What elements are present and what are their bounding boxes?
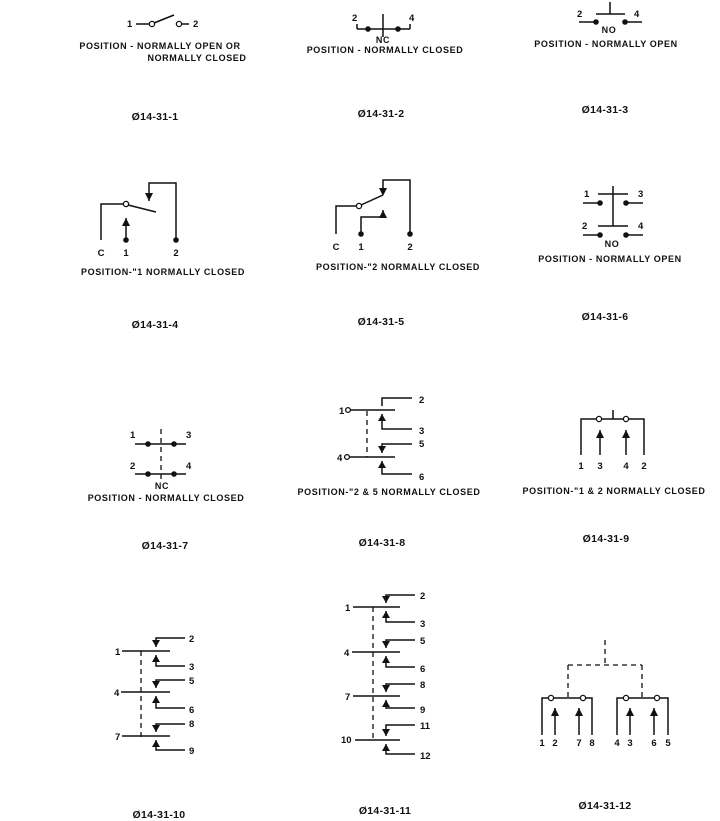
- d12-right-arrow-3: [626, 708, 634, 716]
- d12-left-lead-1: [542, 698, 550, 735]
- d10-arrow-8: [152, 725, 160, 732]
- d6-pin-4: 4: [638, 221, 644, 232]
- d7-pin-2: 2: [130, 461, 136, 472]
- d11-lead-8: [386, 684, 415, 692]
- d1-caption-line-2: NORMALLY CLOSED: [147, 53, 247, 63]
- d5-pin-2: 2: [407, 242, 413, 253]
- d12-right-contact-a: [623, 695, 628, 700]
- d8-arrow-5: [378, 446, 386, 453]
- d10-lead-3: [156, 655, 185, 666]
- d11-pin-10: 10: [341, 735, 352, 746]
- d12-right-lead-5: [658, 698, 668, 735]
- diagram-014-31-11: [341, 591, 431, 817]
- d10-arrow-9: [152, 740, 160, 747]
- d8-lead-3: [382, 414, 412, 429]
- d4-arrow-top: [145, 193, 153, 201]
- d10-pin-9: 9: [189, 746, 195, 757]
- d11-lead-11: [386, 725, 415, 736]
- d11-arrow-11: [382, 729, 390, 736]
- d4-lever: [128, 205, 156, 212]
- d12-pin-2: 2: [552, 738, 558, 749]
- d2-tag: NC: [375, 35, 391, 45]
- d3-pin-4: 4: [634, 9, 640, 20]
- d10-lead-8: [156, 724, 185, 732]
- d11-arrow-2: [382, 596, 390, 603]
- d10-pin-3: 3: [189, 662, 195, 673]
- d11-arrow-3: [382, 611, 390, 618]
- d11-pin-7: 7: [345, 692, 351, 703]
- d11-pin-4: 4: [344, 648, 350, 659]
- d12-left-contact-b: [580, 695, 585, 700]
- d5-arrow-top: [379, 188, 387, 196]
- d8-lead-6: [382, 461, 412, 474]
- d11-arrow-5: [382, 641, 390, 648]
- d6-contact-top-left: [597, 200, 603, 206]
- d4-pin-1: 1: [123, 248, 129, 259]
- d9-caption: POSITION-"1 & 2 NORMALLY CLOSED: [522, 486, 706, 496]
- d1-pin-1: 1: [127, 19, 133, 30]
- d6-contact-top-right: [623, 200, 629, 206]
- d5-terminal-1: [358, 231, 364, 237]
- diagram-014-31-8: [298, 395, 481, 549]
- d3-tag: NO: [601, 25, 617, 35]
- d10-pin-7: 7: [115, 732, 121, 743]
- d8-pin-3: 3: [419, 426, 425, 437]
- diagram-014-31-2: [307, 13, 464, 120]
- d6-caption: POSITION - NORMALLY OPEN: [538, 254, 682, 264]
- d11-pin-5: 5: [420, 636, 426, 647]
- d11-lead-12: [386, 744, 415, 754]
- d11-lead-5: [386, 640, 415, 648]
- d8-terminal-1: [346, 408, 351, 413]
- d7-contact-top-right: [171, 441, 177, 447]
- d7-contact-bottom-right: [171, 471, 177, 477]
- d7-pin-3: 3: [186, 430, 192, 441]
- d10-lead-6: [156, 696, 185, 708]
- d9-contact-right: [623, 416, 628, 421]
- d8-lead-5: [382, 444, 412, 453]
- d12-pin-7: 7: [576, 738, 582, 749]
- d4-pin-2: 2: [173, 248, 179, 259]
- d8-pin-2: 2: [419, 395, 425, 406]
- diagram-014-31-4: [81, 183, 245, 331]
- d11-pin-12: 12: [420, 751, 431, 762]
- d3-pin-2: 2: [577, 9, 583, 20]
- d4-caption: POSITION-"1 NORMALLY CLOSED: [81, 267, 245, 277]
- d12-right-lead-4: [617, 698, 625, 735]
- diagram-014-31-1: [79, 15, 246, 123]
- d2-pin-4: 4: [409, 13, 415, 24]
- diagram-014-31-12: [539, 640, 671, 812]
- d6-pin-3: 3: [638, 189, 644, 200]
- d12-right-arrow-6: [650, 708, 658, 716]
- d8-pin-1: 1: [339, 406, 345, 417]
- d11-lead-3: [386, 611, 415, 622]
- d11-pin-6: 6: [420, 664, 426, 675]
- d11-pin-8: 8: [420, 680, 426, 691]
- d1-contact-right: [176, 21, 181, 26]
- d6-id: Ø14-31-6: [581, 311, 629, 323]
- d8-id: Ø14-31-8: [358, 537, 406, 549]
- d6-tag: NO: [604, 239, 620, 249]
- d9-lead-2: [628, 419, 644, 455]
- d8-pin-5: 5: [419, 439, 425, 450]
- d9-arrow-4: [622, 430, 630, 438]
- d10-pin-4: 4: [114, 688, 120, 699]
- d12-right-contact-b: [654, 695, 659, 700]
- diagram-014-31-6: [538, 186, 681, 323]
- d4-terminal-2: [173, 237, 179, 243]
- d11-arrow-12: [382, 744, 390, 751]
- d4-common-lead: [101, 204, 123, 240]
- d5-no-lead: [361, 210, 383, 234]
- d7-id: Ø14-31-7: [141, 540, 189, 552]
- d10-id: Ø14-31-10: [132, 809, 186, 821]
- d7-pin-4: 4: [186, 461, 192, 472]
- diagram-014-31-3: [534, 2, 677, 116]
- d10-pin-1: 1: [115, 647, 121, 658]
- d9-pin-4: 4: [623, 461, 629, 472]
- d5-caption: POSITION-"2 NORMALLY CLOSED: [316, 262, 480, 272]
- d5-nc-lead: [383, 180, 410, 234]
- d5-pin-1: 1: [358, 242, 364, 253]
- d11-arrow-9: [382, 700, 390, 707]
- d4-id: Ø14-31-4: [131, 319, 179, 331]
- d9-contact-left: [596, 416, 601, 421]
- d11-lead-9: [386, 700, 415, 708]
- diagram-014-31-7: [88, 429, 245, 552]
- d8-lead-2: [382, 398, 412, 406]
- d10-arrow-2: [152, 640, 160, 647]
- d6-pin-2: 2: [582, 221, 588, 232]
- diagram-014-31-10: [114, 634, 195, 821]
- d1-pin-2: 2: [193, 19, 199, 30]
- d12-pin-8: 8: [589, 738, 595, 749]
- d4-terminal-1: [123, 237, 129, 243]
- d5-pivot: [356, 203, 361, 208]
- d9-pin-1: 1: [578, 461, 584, 472]
- d10-pin-8: 8: [189, 719, 195, 730]
- d7-caption: POSITION - NORMALLY CLOSED: [87, 493, 245, 503]
- d7-pin-1: 1: [130, 430, 136, 441]
- d5-pin-c: C: [332, 242, 340, 253]
- d7-contact-bottom-left: [145, 471, 151, 477]
- d12-left-arrow-2: [551, 708, 559, 716]
- d1-contact-left: [149, 21, 154, 26]
- d8-arrow-3: [378, 414, 386, 421]
- d12-pin-1: 1: [539, 738, 545, 749]
- d11-pin-9: 9: [420, 705, 426, 716]
- d12-pin-4: 4: [614, 738, 620, 749]
- d12-left-lead-8: [584, 698, 592, 735]
- d11-lead-6: [386, 656, 415, 667]
- d11-arrow-6: [382, 656, 390, 663]
- d12-id: Ø14-31-12: [578, 800, 632, 812]
- d10-pin-2: 2: [189, 634, 195, 645]
- d9-arrow-3: [596, 430, 604, 438]
- d2-pin-2: 2: [352, 13, 358, 24]
- d2-contact-right: [395, 26, 401, 32]
- d8-arrow-6: [378, 461, 386, 468]
- d1-caption-line-1: POSITION - NORMALLY OPEN OR: [79, 41, 241, 51]
- diagram-014-31-5: [316, 180, 480, 328]
- d11-arrow-8: [382, 685, 390, 692]
- d12-left-arrow-7: [575, 708, 583, 716]
- d8-caption: POSITION-"2 & 5 NORMALLY CLOSED: [297, 487, 481, 497]
- d8-terminal-4: [345, 455, 350, 460]
- d3-caption: POSITION - NORMALLY OPEN: [534, 39, 678, 49]
- d10-lead-9: [156, 740, 185, 750]
- d10-arrow-3: [152, 655, 160, 662]
- d12-pin-3: 3: [627, 738, 633, 749]
- d10-arrow-5: [152, 681, 160, 688]
- d6-pin-1: 1: [584, 189, 590, 200]
- d4-arrow-bottom: [122, 218, 130, 226]
- d3-id: Ø14-31-3: [581, 104, 629, 116]
- d2-id: Ø14-31-2: [357, 108, 405, 120]
- d7-tag: NC: [154, 481, 170, 491]
- d12-pin-5: 5: [665, 738, 671, 749]
- d9-pin-3: 3: [597, 461, 603, 472]
- d6-contact-bottom-left: [597, 232, 603, 238]
- d5-arrow-bottom: [379, 210, 387, 218]
- d12-left-contact-a: [548, 695, 553, 700]
- d11-pin-11: 11: [420, 721, 431, 732]
- d8-pin-4: 4: [337, 453, 343, 464]
- d4-pivot: [123, 201, 128, 206]
- d10-lead-5: [156, 680, 185, 688]
- d9-id: Ø14-31-9: [582, 533, 630, 545]
- d3-contact-left: [593, 19, 599, 25]
- d5-terminal-2: [407, 231, 413, 237]
- d12-pin-6: 6: [651, 738, 657, 749]
- d9-lead-1: [581, 419, 597, 455]
- d9-pin-2: 2: [641, 461, 647, 472]
- d8-pin-6: 6: [419, 472, 425, 483]
- d7-contact-top-left: [145, 441, 151, 447]
- d5-lever: [361, 195, 383, 205]
- d2-caption: POSITION - NORMALLY CLOSED: [306, 45, 464, 55]
- d11-id: Ø14-31-11: [358, 805, 412, 817]
- d6-contact-bottom-right: [623, 232, 629, 238]
- diagram-014-31-9: [523, 410, 706, 545]
- d11-pin-3: 3: [420, 619, 426, 630]
- d5-id: Ø14-31-5: [357, 316, 405, 328]
- d11-pin-1: 1: [345, 603, 351, 614]
- d3-contact-right: [622, 19, 628, 25]
- d5-common-lead: [336, 206, 356, 234]
- d1-id: Ø14-31-1: [131, 111, 179, 123]
- d10-lead-2: [156, 638, 185, 647]
- d11-lead-2: [386, 595, 415, 603]
- d1-lever: [154, 15, 174, 23]
- d10-pin-5: 5: [189, 676, 195, 687]
- d10-pin-6: 6: [189, 705, 195, 716]
- d4-pin-c: C: [97, 248, 105, 259]
- d11-pin-2: 2: [420, 591, 426, 602]
- d10-arrow-6: [152, 696, 160, 703]
- d2-contact-left: [365, 26, 371, 32]
